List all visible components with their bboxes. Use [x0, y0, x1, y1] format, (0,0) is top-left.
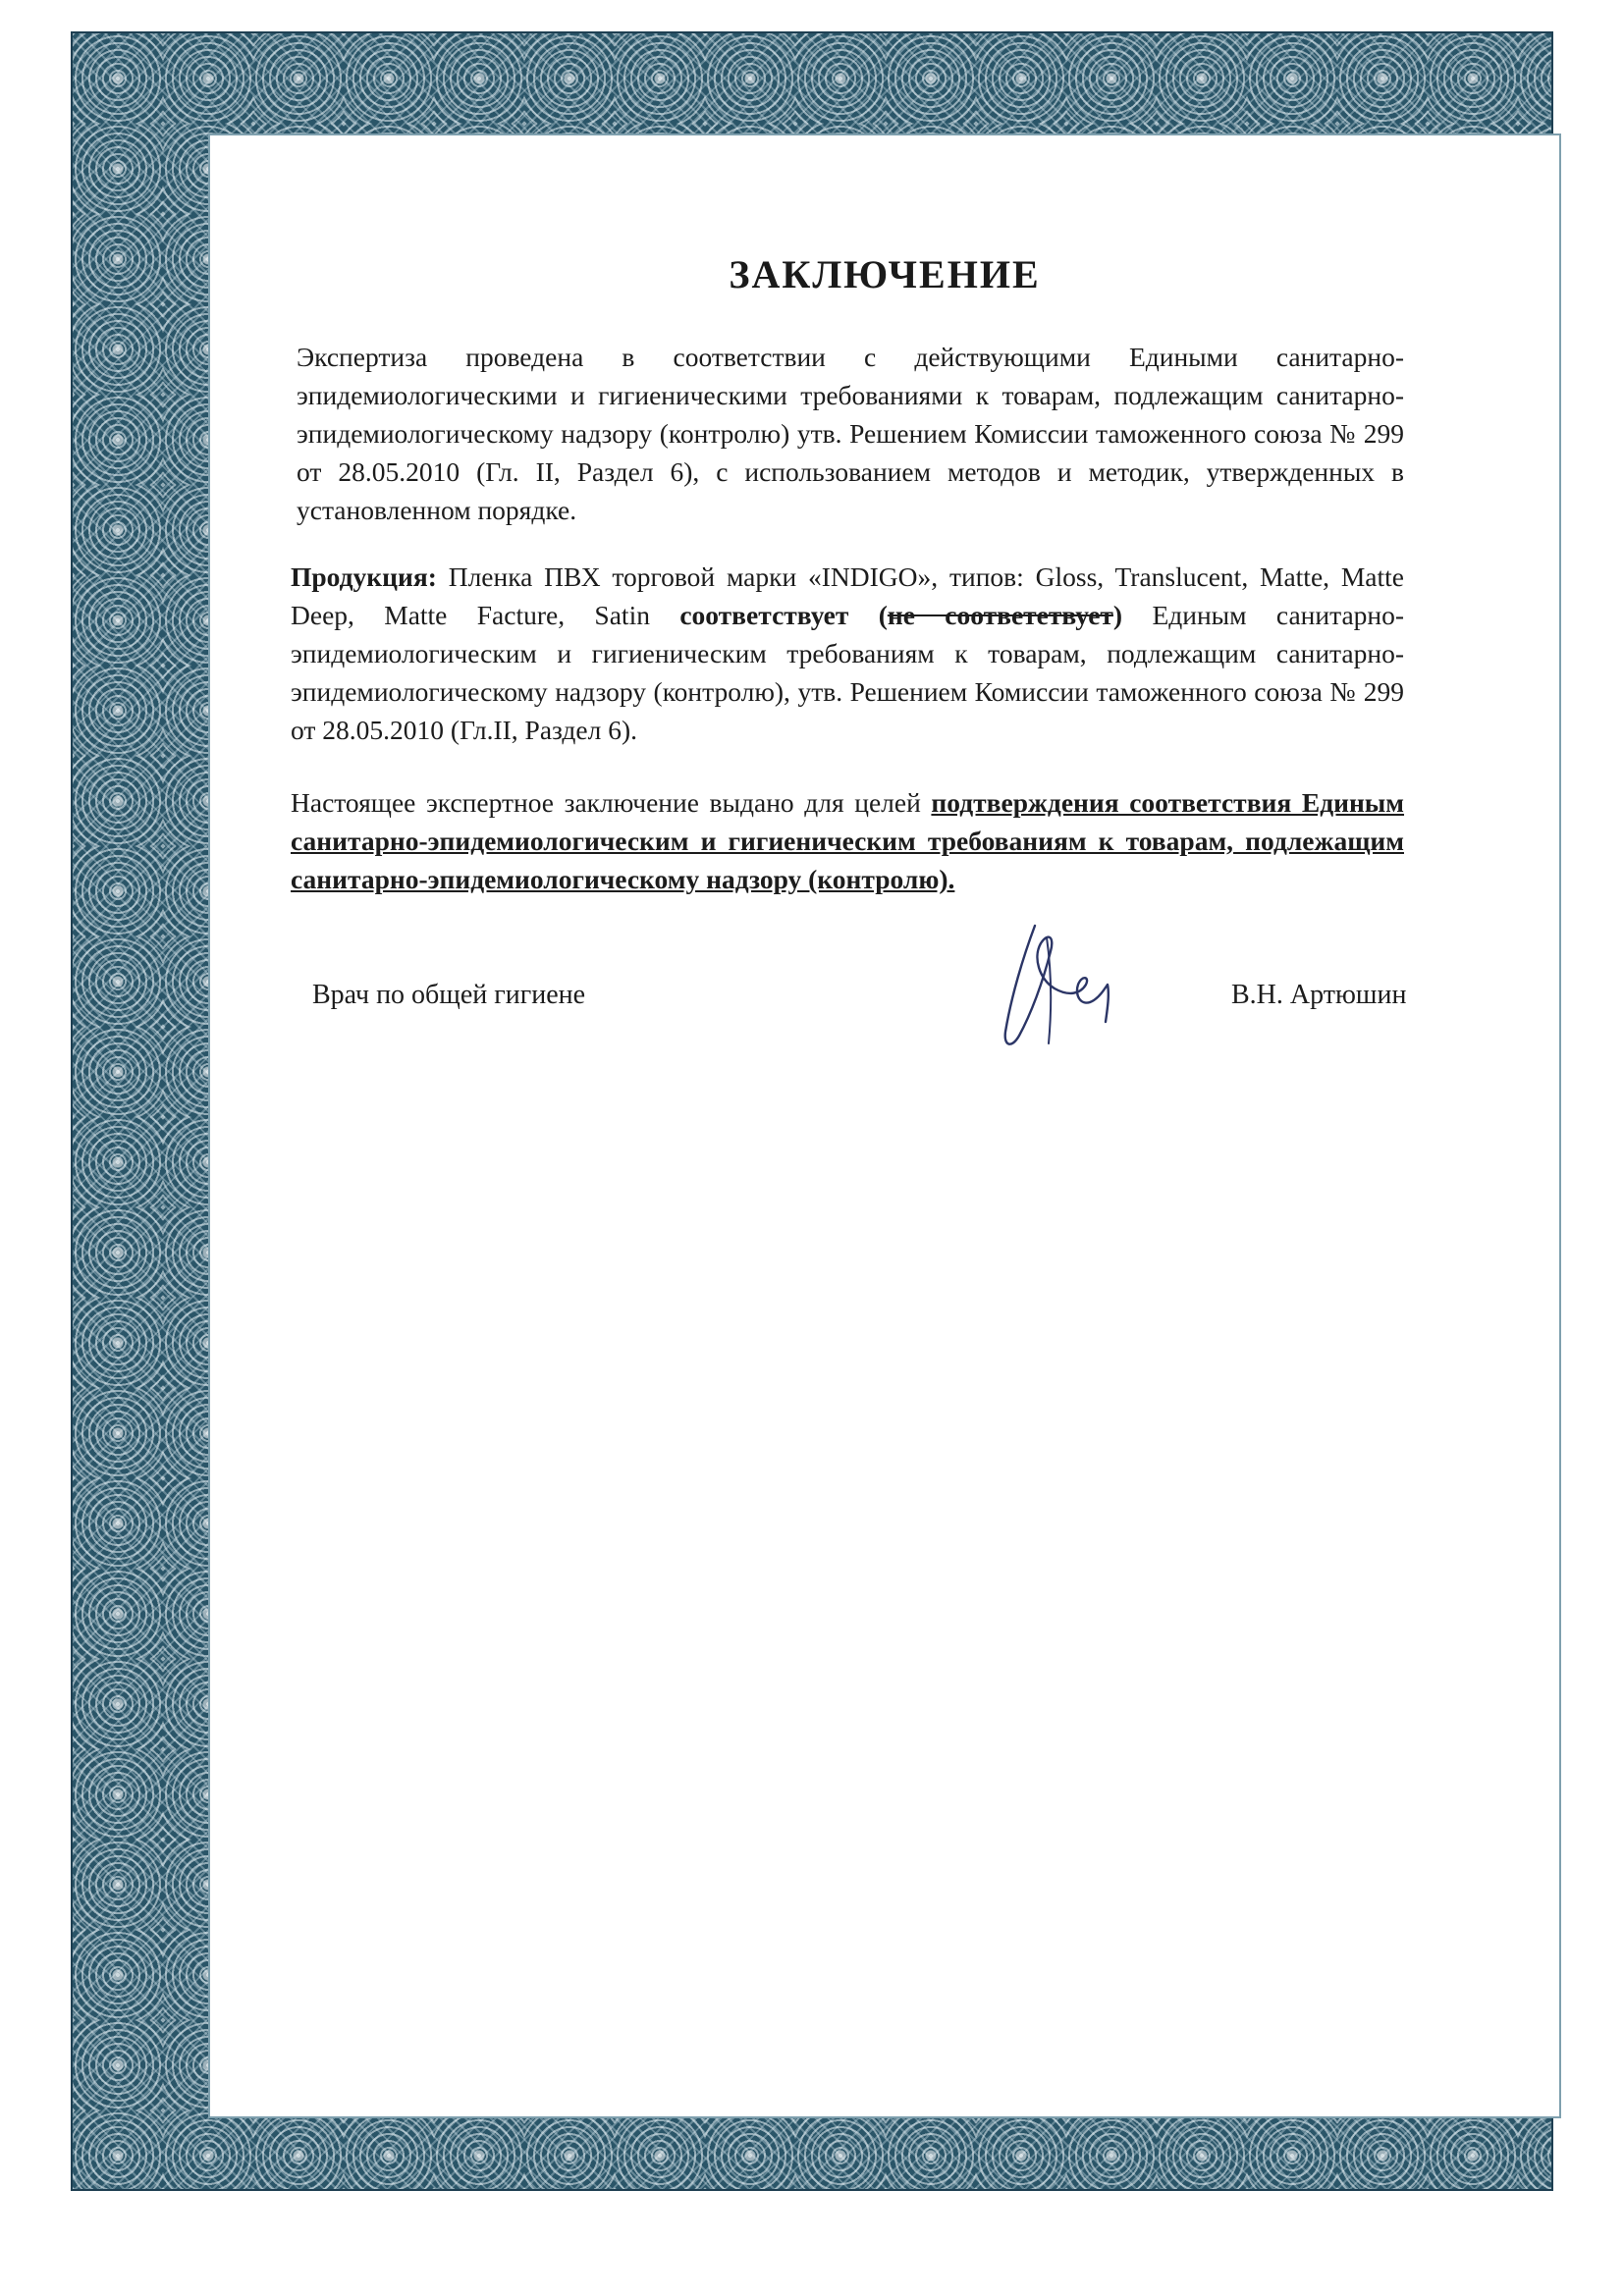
verdict-close-paren: ): [1112, 600, 1123, 630]
verdict-struck-text: не соответетвует: [887, 600, 1113, 630]
signatory-role: Врач по общей гигиене: [312, 980, 586, 1010]
verdict-text: соответствует: [679, 600, 849, 630]
product-text: Пленка ПВХ торговой марки «INDIGO», типов: Gloss, Translucent, Matte, Matte Deep, Matte Facture, Satin: [291, 561, 1404, 630]
verdict-open-paren: (: [878, 600, 888, 630]
signatory-name: В.Н. Артюшин: [1231, 980, 1407, 1010]
product-label: Продукция:: [291, 561, 437, 592]
document-page: [210, 135, 1559, 2116]
conclusion-lead: Настоящее экспертное заключение выдано для целей: [291, 787, 921, 818]
conclusion-paragraph: [291, 783, 1404, 898]
intro-paragraph: Экспертиза проведена в соответствии с действующими Едиными санитарно-эпидемиологическими и гигиеническими требованиями к товарам, подлежащим санитарно-эпидемиологическому надзору (контролю) утв. Решением Комиссии таможенного союза № 299 от 28.05.2010 (Гл. II, Раздел 6), с использованием методов и методик, утвержденных в установленном порядке.: [297, 342, 1404, 525]
product-tail-text: Единым санитарно-эпидемиологическим и гигиеническим требованиям к товарам, подлежащим санитарно-эпидемиологическому надзору (контролю), утв. Решением Комиссии таможенного союза № 299 от 28.05.2010 (Гл.II, Раздел 6).: [291, 600, 1405, 745]
guilloche-border-frame: [71, 31, 1553, 2191]
page-title: ЗАКЛЮЧЕНИЕ: [729, 252, 1041, 296]
handwritten-signature: [992, 906, 1129, 1058]
product-paragraph: [291, 558, 1404, 749]
conclusion-purpose: подтверждения соответствия Единым санитарно-эпидемиологическим и гигиеническим требованиям к товарам, подлежащим санитарно-эпидемиологическому надзору (контролю).: [291, 787, 1405, 894]
